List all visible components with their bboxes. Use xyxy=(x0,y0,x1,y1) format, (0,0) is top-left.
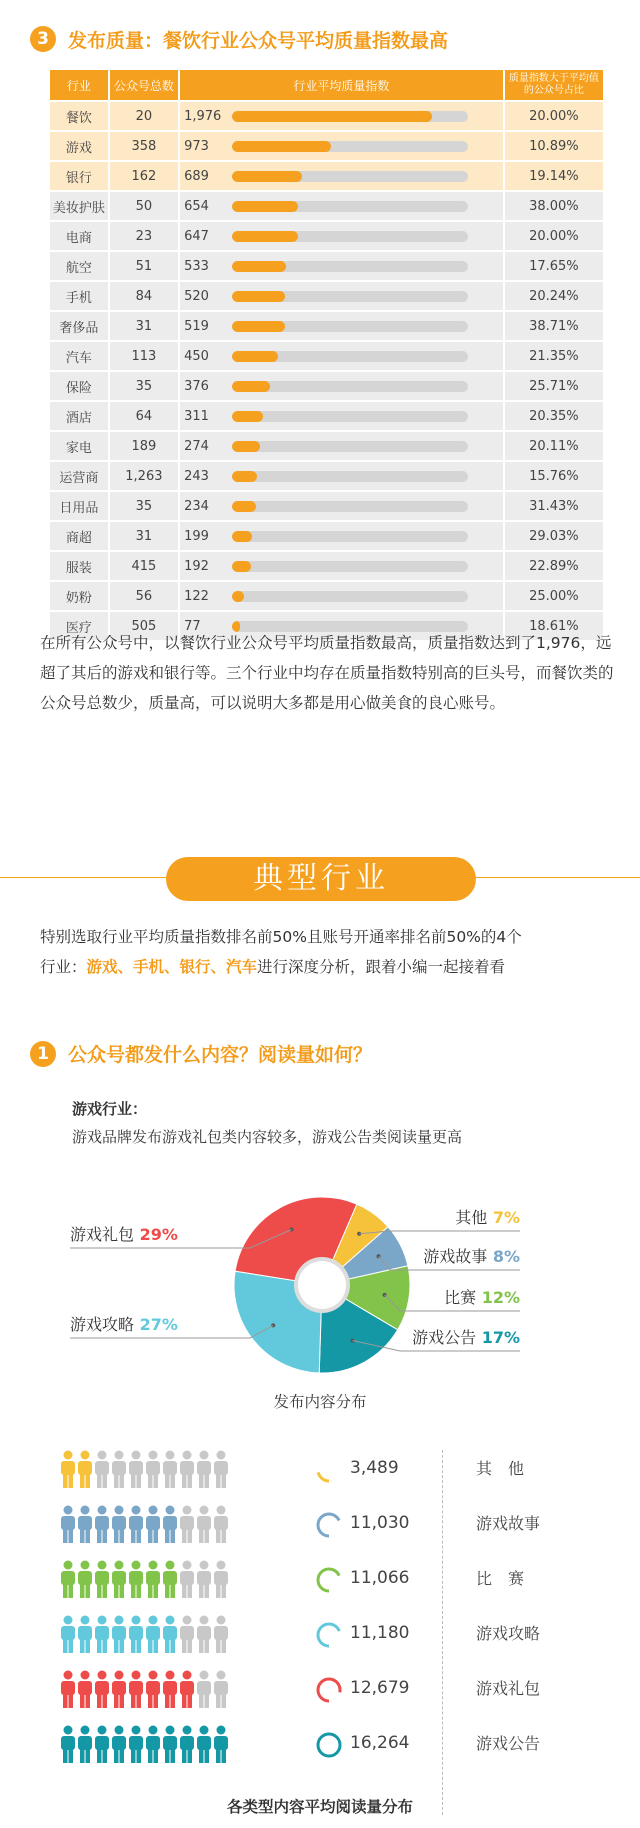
table-row xyxy=(50,522,603,550)
table-row xyxy=(50,582,603,610)
index-bar-track xyxy=(232,531,468,542)
section-3-header xyxy=(30,22,448,56)
ratio-cell: 29.03% xyxy=(505,522,603,550)
person-icon xyxy=(60,1505,76,1547)
person-icon xyxy=(60,1670,76,1712)
industry-cell: 家电 xyxy=(50,432,108,460)
industry-cell: 航空 xyxy=(50,252,108,280)
table-row xyxy=(50,162,603,190)
game-industry-title: 游戏行业： xyxy=(72,1100,148,1118)
index-bar xyxy=(232,111,432,122)
index-value: 274 xyxy=(184,438,209,454)
people-row xyxy=(60,1615,230,1657)
read-value: 3,489 xyxy=(350,1458,399,1478)
index-cell xyxy=(180,312,503,340)
count-cell: 189 xyxy=(110,432,178,460)
paragraph-1: 在所有公众号中，以餐饮行业公众号平均质量指数最高，质量指数达到了1,976，远超了其后的游戏和银行等。三个行业中均存在质量指数特别高的巨头号，而餐饮类的公众号总数少，质量高，可以说明大多都是用心做美食的良心账号。 xyxy=(40,634,614,712)
person-icon xyxy=(196,1560,212,1602)
paragraph-2-suffix: 进行深度分析，跟着小编一起接着看 xyxy=(257,958,506,976)
person-icon xyxy=(145,1450,161,1492)
count-cell: 35 xyxy=(110,492,178,520)
person-icon xyxy=(60,1725,76,1767)
count-cell: 415 xyxy=(110,552,178,580)
industry-cell: 银行 xyxy=(50,162,108,190)
person-icon xyxy=(162,1560,178,1602)
ratio-cell: 18.61% xyxy=(505,612,603,640)
index-value: 199 xyxy=(184,528,209,544)
person-icon xyxy=(60,1560,76,1602)
ratio-cell: 25.71% xyxy=(505,372,603,400)
person-icon xyxy=(213,1560,229,1602)
industry-cell: 保险 xyxy=(50,372,108,400)
person-icon xyxy=(162,1450,178,1492)
index-value: 122 xyxy=(184,588,209,604)
ratio-cell: 20.00% xyxy=(505,222,603,250)
index-value: 519 xyxy=(184,318,209,334)
person-icon xyxy=(179,1560,195,1602)
person-icon xyxy=(94,1450,110,1492)
ratio-cell: 25.00% xyxy=(505,582,603,610)
person-icon xyxy=(145,1725,161,1767)
index-value: 243 xyxy=(184,468,209,484)
index-cell xyxy=(180,582,503,610)
person-icon xyxy=(77,1725,93,1767)
industry-cell: 医疗 xyxy=(50,612,108,640)
person-icon xyxy=(145,1670,161,1712)
table-header: 公众号总数 xyxy=(110,70,178,100)
pie-label: 游戏礼包 29% xyxy=(70,1225,178,1244)
person-icon xyxy=(213,1450,229,1492)
industry-cell: 运营商 xyxy=(50,462,108,490)
industry-cell: 商超 xyxy=(50,522,108,550)
person-icon xyxy=(145,1505,161,1547)
pie-label: 游戏故事 8% xyxy=(423,1247,520,1266)
index-cell xyxy=(180,222,503,250)
person-icon xyxy=(128,1670,144,1712)
count-cell: 35 xyxy=(110,372,178,400)
index-cell xyxy=(180,552,503,580)
pie-label: 游戏公告 17% xyxy=(412,1328,520,1347)
read-value: 11,030 xyxy=(350,1513,410,1533)
person-icon xyxy=(179,1505,195,1547)
person-icon xyxy=(128,1505,144,1547)
person-icon xyxy=(162,1615,178,1657)
read-ring xyxy=(315,1511,343,1543)
read-ring xyxy=(315,1456,343,1488)
count-cell: 505 xyxy=(110,612,178,640)
table-row xyxy=(50,252,603,280)
index-cell xyxy=(180,342,503,370)
read-value: 11,066 xyxy=(350,1568,410,1588)
index-value: 77 xyxy=(184,618,201,634)
person-icon xyxy=(111,1670,127,1712)
people-row xyxy=(60,1560,230,1602)
person-icon xyxy=(94,1560,110,1602)
index-cell xyxy=(180,402,503,430)
industry-cell: 美妆护肤 xyxy=(50,192,108,220)
read-ring xyxy=(315,1566,343,1598)
table-row xyxy=(50,192,603,220)
count-cell: 1,263 xyxy=(110,462,178,490)
table-row xyxy=(50,222,603,250)
person-icon xyxy=(162,1670,178,1712)
ratio-cell: 17.65% xyxy=(505,252,603,280)
people-row xyxy=(60,1450,230,1492)
person-icon xyxy=(196,1615,212,1657)
index-bar-track xyxy=(232,411,468,422)
index-bar-track xyxy=(232,321,468,332)
read-ring xyxy=(315,1621,343,1653)
person-icon xyxy=(179,1450,195,1492)
person-icon xyxy=(60,1450,76,1492)
index-bar xyxy=(232,501,256,512)
table-row xyxy=(50,372,603,400)
read-value: 12,679 xyxy=(350,1678,410,1698)
count-cell: 20 xyxy=(110,102,178,130)
person-icon xyxy=(111,1505,127,1547)
person-icon xyxy=(77,1560,93,1602)
ratio-cell: 15.76% xyxy=(505,462,603,490)
industry-cell: 酒店 xyxy=(50,402,108,430)
index-bar xyxy=(232,351,278,362)
person-icon xyxy=(111,1615,127,1657)
person-icon xyxy=(162,1505,178,1547)
count-cell: 23 xyxy=(110,222,178,250)
section-title: 发布质量：餐饮行业公众号平均质量指数最高 xyxy=(68,29,449,52)
index-bar xyxy=(232,411,263,422)
person-icon xyxy=(196,1670,212,1712)
index-bar xyxy=(232,561,251,572)
index-bar xyxy=(232,261,286,272)
person-icon xyxy=(94,1725,110,1767)
read-category: 其 他 xyxy=(476,1459,525,1478)
pie-label: 其他 7% xyxy=(455,1208,520,1227)
count-cell: 31 xyxy=(110,312,178,340)
person-icon xyxy=(213,1670,229,1712)
read-category: 游戏公告 xyxy=(476,1734,541,1753)
count-cell: 358 xyxy=(110,132,178,160)
person-icon xyxy=(196,1725,212,1767)
ratio-cell: 31.43% xyxy=(505,492,603,520)
person-icon xyxy=(128,1615,144,1657)
index-cell xyxy=(180,492,503,520)
person-icon xyxy=(94,1670,110,1712)
person-icon xyxy=(179,1615,195,1657)
index-bar-track xyxy=(232,441,468,452)
table-row xyxy=(50,492,603,520)
read-value: 16,264 xyxy=(350,1733,410,1753)
content-distribution-pie xyxy=(0,1180,640,1410)
index-bar-track xyxy=(232,591,468,602)
person-icon xyxy=(162,1725,178,1767)
table-row xyxy=(50,552,603,580)
index-value: 973 xyxy=(184,138,209,154)
index-cell xyxy=(180,192,503,220)
read-category: 游戏攻略 xyxy=(476,1624,541,1643)
ratio-cell: 22.89% xyxy=(505,552,603,580)
index-value: 376 xyxy=(184,378,209,394)
index-bar xyxy=(232,381,270,392)
index-cell xyxy=(180,162,503,190)
count-cell: 113 xyxy=(110,342,178,370)
people-row xyxy=(60,1505,230,1547)
table-header: 行业平均质量指数 xyxy=(180,70,503,100)
table-row xyxy=(50,432,603,460)
index-value: 192 xyxy=(184,558,209,574)
table-header-row xyxy=(50,70,603,100)
index-cell xyxy=(180,252,503,280)
index-cell xyxy=(180,132,503,160)
ratio-cell: 21.35% xyxy=(505,342,603,370)
index-bar xyxy=(232,321,285,332)
ratio-cell: 20.35% xyxy=(505,402,603,430)
person-icon xyxy=(111,1725,127,1767)
table-row xyxy=(50,342,603,370)
index-bar-track xyxy=(232,381,468,392)
dashed-divider xyxy=(442,1450,443,1815)
index-bar-track xyxy=(232,201,468,212)
pie-label: 游戏攻略 27% xyxy=(70,1315,178,1334)
index-bar xyxy=(232,441,260,452)
people-row xyxy=(60,1725,230,1767)
index-value: 654 xyxy=(184,198,209,214)
read-category: 游戏故事 xyxy=(476,1514,541,1533)
table-row xyxy=(50,102,603,130)
index-cell xyxy=(180,462,503,490)
read-category: 比 赛 xyxy=(476,1569,525,1588)
person-icon xyxy=(111,1560,127,1602)
paragraph-2-prefix: 行业： xyxy=(40,958,87,976)
table-row xyxy=(50,312,603,340)
index-bar xyxy=(232,471,257,482)
index-value: 647 xyxy=(184,228,209,244)
index-cell xyxy=(180,372,503,400)
person-icon xyxy=(111,1450,127,1492)
person-icon xyxy=(60,1615,76,1657)
person-icon xyxy=(196,1505,212,1547)
index-value: 311 xyxy=(184,408,209,424)
highlight-industries: 游戏、手机、银行、汽车 xyxy=(86,958,258,976)
person-icon xyxy=(128,1450,144,1492)
person-icon xyxy=(77,1615,93,1657)
count-cell: 84 xyxy=(110,282,178,310)
index-bar-track xyxy=(232,111,468,122)
index-bar-track xyxy=(232,471,468,482)
person-icon xyxy=(145,1615,161,1657)
person-icon xyxy=(94,1615,110,1657)
pie-hole xyxy=(298,1261,346,1309)
industry-quality-table xyxy=(48,68,605,642)
count-cell: 50 xyxy=(110,192,178,220)
person-icon xyxy=(213,1505,229,1547)
industry-cell: 手机 xyxy=(50,282,108,310)
index-bar-track xyxy=(232,561,468,572)
person-icon xyxy=(128,1560,144,1602)
industry-cell: 电商 xyxy=(50,222,108,250)
ratio-cell: 10.89% xyxy=(505,132,603,160)
industry-cell: 游戏 xyxy=(50,132,108,160)
index-bar xyxy=(232,201,298,212)
person-icon xyxy=(145,1560,161,1602)
index-value: 520 xyxy=(184,288,209,304)
person-icon xyxy=(77,1505,93,1547)
index-value: 234 xyxy=(184,498,209,514)
pie-caption: 发布内容分布 xyxy=(273,1393,367,1411)
section-number: 1 xyxy=(30,1041,56,1067)
index-bar-track xyxy=(232,231,468,242)
index-bar xyxy=(232,231,298,242)
banner-title: 典型行业 xyxy=(166,857,476,901)
index-bar-track xyxy=(232,501,468,512)
person-icon xyxy=(196,1450,212,1492)
table-row xyxy=(50,132,603,160)
table-row xyxy=(50,462,603,490)
person-icon xyxy=(77,1450,93,1492)
index-bar-track xyxy=(232,291,468,302)
index-bar xyxy=(232,531,252,542)
person-icon xyxy=(213,1615,229,1657)
paragraph-2-line1: 特别选取行业平均质量指数排名前50%且账号开通率排名前50%的4个 xyxy=(40,928,522,946)
index-value: 689 xyxy=(184,168,209,184)
pie-label: 比赛 12% xyxy=(444,1288,520,1307)
industry-cell: 餐饮 xyxy=(50,102,108,130)
person-icon xyxy=(128,1725,144,1767)
read-value: 11,180 xyxy=(350,1623,410,1643)
table-row xyxy=(50,282,603,310)
index-value: 533 xyxy=(184,258,209,274)
table-row xyxy=(50,402,603,430)
people-row xyxy=(60,1670,230,1712)
section-title: 公众号都发什么内容？阅读量如何？ xyxy=(68,1044,373,1066)
read-ring xyxy=(315,1731,343,1763)
table-header: 质量指数大于平均值的公众号占比 xyxy=(505,70,603,100)
table-header: 行业 xyxy=(50,70,108,100)
read-ring xyxy=(315,1676,343,1708)
index-value: 450 xyxy=(184,348,209,364)
index-value: 1,976 xyxy=(184,108,222,124)
industry-cell: 汽车 xyxy=(50,342,108,370)
index-cell xyxy=(180,522,503,550)
count-cell: 162 xyxy=(110,162,178,190)
ratio-cell: 20.11% xyxy=(505,432,603,460)
count-cell: 64 xyxy=(110,402,178,430)
person-icon xyxy=(77,1670,93,1712)
count-cell: 56 xyxy=(110,582,178,610)
index-bar-track xyxy=(232,261,468,272)
index-cell xyxy=(180,102,503,130)
index-cell xyxy=(180,432,503,460)
section-1-header xyxy=(30,1040,372,1067)
read-category: 游戏礼包 xyxy=(476,1679,541,1698)
ratio-cell: 38.71% xyxy=(505,312,603,340)
index-bar-track xyxy=(232,141,468,152)
people-caption: 各类型内容平均阅读量分布 xyxy=(226,1798,413,1816)
industry-cell: 奶粉 xyxy=(50,582,108,610)
person-icon xyxy=(179,1670,195,1712)
person-icon xyxy=(213,1725,229,1767)
index-bar xyxy=(232,141,331,152)
index-bar-track xyxy=(232,351,468,362)
industry-cell: 奢侈品 xyxy=(50,312,108,340)
ratio-cell: 38.00% xyxy=(505,192,603,220)
count-cell: 51 xyxy=(110,252,178,280)
index-bar xyxy=(232,291,285,302)
index-bar xyxy=(232,171,302,182)
industry-cell: 服装 xyxy=(50,552,108,580)
person-icon xyxy=(94,1505,110,1547)
index-bar xyxy=(232,591,244,602)
paragraph-2 xyxy=(40,922,620,982)
ratio-cell: 20.24% xyxy=(505,282,603,310)
ratio-cell: 19.14% xyxy=(505,162,603,190)
section-number: 3 xyxy=(30,26,56,52)
game-industry-desc: 游戏品牌发布游戏礼包类内容较多，游戏公告类阅读量更高 xyxy=(72,1128,463,1146)
index-bar-track xyxy=(232,171,468,182)
ratio-cell: 20.00% xyxy=(505,102,603,130)
count-cell: 31 xyxy=(110,522,178,550)
person-icon xyxy=(179,1725,195,1767)
industry-cell: 日用品 xyxy=(50,492,108,520)
index-cell xyxy=(180,282,503,310)
